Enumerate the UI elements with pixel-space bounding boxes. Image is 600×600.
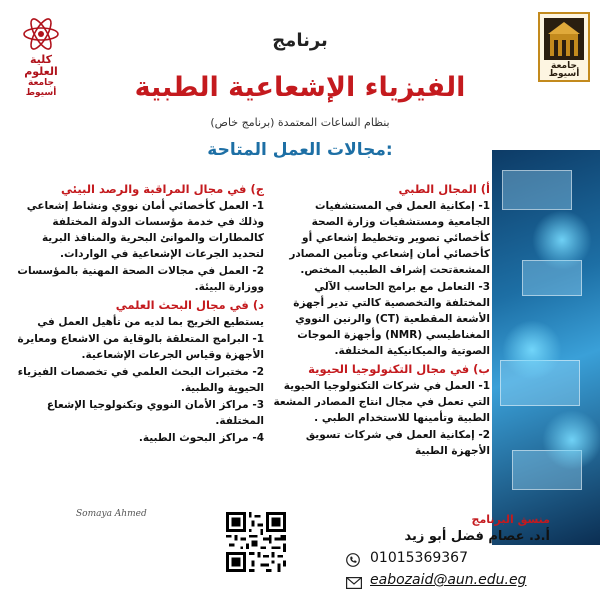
list-item: 4- مراكز البحوث الطبية. <box>138 432 264 444</box>
list-item: 1- العمل كأخصائي أمان نووي ونشاط إشعاعي وذلك في خدمة مؤسسات الدولة المختلفة كالمطارات والموانئ البحرية والمنافذ البرية لتحديد الجرعات الإشعاعية في الواردات. <box>26 200 264 260</box>
list-item: 2- إمكانية العمل في شركات تسويق الأجهزة الطبية <box>305 429 490 457</box>
atom-icon <box>21 14 61 54</box>
right-column <box>272 180 490 460</box>
section-heading-biotech: ب) في مجال التكنولوجيا الحيوية <box>308 362 490 376</box>
phone-icon <box>346 552 362 566</box>
phone-row[interactable] <box>340 550 550 570</box>
email-row[interactable] <box>340 572 550 592</box>
list-item: 1- البرامج المتعلقة بالوقاية من الاشعاع ومعايرة الأجهزة وقياس الجرعات الإشعاعية. <box>17 333 264 361</box>
left-column <box>14 180 264 447</box>
envelope-icon <box>346 574 362 588</box>
program-label: برنامج <box>272 30 328 51</box>
faculty-of-science-logo <box>14 14 68 98</box>
faculty-university: جامعة أسيوط <box>25 78 57 98</box>
list-item: 2- مختبرات البحث العلمي في تخصصات الفيزياء الحيوية والطبية. <box>17 366 264 394</box>
section-heading-research: د) في مجال البحث العلمي <box>115 298 264 312</box>
list-item: 1- العمل في شركات التكنولوجيا الحيوية التي تعمل في مجال انتاج المصادر المشعة الطبية وتأمينها للاستخدام الطبي . <box>273 380 490 424</box>
list-item: 2- العمل في مجالات الصحة المهنية بالمؤسسات ووزارة البيئة. <box>17 265 264 293</box>
section-heading-environment: ج) في مجال المراقبة والرصد البيئي <box>61 182 264 196</box>
coordinator-name: أ.د. عصام فضل أبو زيد <box>404 529 550 544</box>
medical-equipment-image <box>492 150 600 545</box>
university-name: جامعة أسيوط <box>548 61 580 79</box>
signature: Somaya Ahmed <box>76 509 147 519</box>
coordinator-title: منسق البرنامج <box>471 513 550 526</box>
list-item: 3- التعامل مع برامج الحاسب الآلي المختلفة والتخصصية كالتي تدير أجهزة الأشعة المقطعية (CT) والرنين النووي المغناطيسي (NMR) وأجهزة الموجات الصوتية والميكانيكية المختلفة. <box>293 281 490 357</box>
qr-code[interactable] <box>226 512 286 572</box>
assiut-university-logo <box>538 12 590 82</box>
program-title: الفيزياء الإشعاعية الطبية <box>134 72 466 103</box>
faculty-name: كلية العلوم <box>24 53 58 78</box>
list-item: 3- مراكز الأمان النووي وتكنولوجيا الإشعاع المختلفة. <box>46 399 264 427</box>
email-address[interactable]: eabozaid@aun.edu.eg <box>370 572 527 588</box>
university-emblem-icon <box>544 18 584 60</box>
list-item: 1- إمكانية العمل في المستشفيات الجامعية ومستشفيات وزارة الصحة كأخصائي تصوير وتخطيط إشعاعي أو كأخصائي أمان إشعاعي وتأمين المصادر المشعةتحت إشراف الطبيب المختص. <box>289 200 490 276</box>
phone-number[interactable]: 01015369367 <box>370 550 468 566</box>
coordinator-block <box>340 512 550 546</box>
list-item: يستطيع الخريج بما لديه من تأهيل العمل في <box>37 316 264 328</box>
program-subtitle: بنظام الساعات المعتمدة (برنامج خاص) <box>210 116 390 129</box>
fields-heading: مجالات العمل المتاحة: <box>207 140 393 160</box>
section-heading-medical: أ) المجال الطبي <box>398 182 490 196</box>
